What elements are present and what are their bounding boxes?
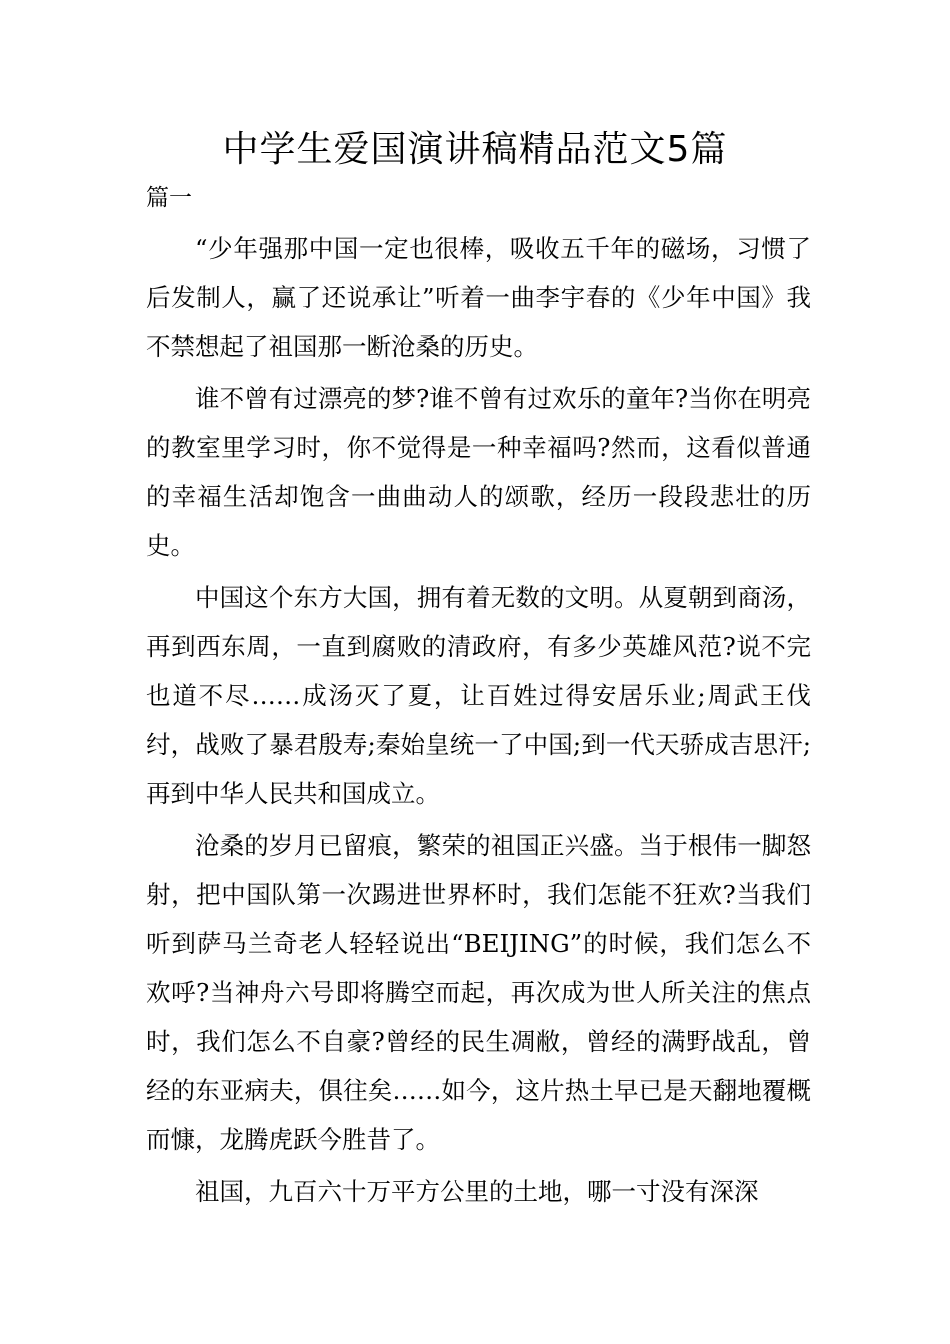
paragraph: “少年强那中国一定也很棒，吸收五千年的磁场，习惯了后发制人，赢了还说承让”听着一曲李宇春的《少年中国》我不禁想起了祖国那一断沧桑的历史。	[146, 234, 811, 361]
document-body	[146, 224, 811, 1219]
paragraph: 祖国，九百六十万平方公里的土地，哪一寸没有深深	[195, 1177, 759, 1206]
paragraph: 沧桑的岁月已留痕，繁荣的祖国正兴盛。当于根伟一脚怒射，把中国队第一次踢进世界杯时，我们怎能不狂欢?当我们听到萨马兰奇老人轻轻说出“BEIJING”的时候，我们怎么不欢呼?当神舟六号即将腾空而起，再次成为世人所关注的焦点时，我们怎么不自豪?曾经的民生凋敝，曾经的满野战乱，曾经的东亚病夫，俱往矣……如今，这片热土早已是天翻地覆概而慷，龙腾虎跃今胜昔了。	[146, 831, 811, 1154]
section-label: 篇一	[146, 185, 192, 211]
document-title: 中学生爱国演讲稿精品范文5篇	[222, 129, 728, 170]
paragraph: 谁不曾有过漂亮的梦?谁不曾有过欢乐的童年?当你在明亮的教室里学习时，你不觉得是一种幸福吗?然而，这看似普通的幸福生活却饱含一曲曲动人的颂歌，经历一段段悲壮的历史。	[146, 384, 811, 560]
paragraph: 中国这个东方大国，拥有着无数的文明。从夏朝到商汤，再到西东周，一直到腐败的清政府，有多少英雄风范?说不完也道不尽……成汤灭了夏，让百姓过得安居乐业;周武王伐纣，战败了暴君殷寿;秦始皇统一了中国;到一代天骄成吉思汗;再到中华人民共和国成立。	[146, 583, 811, 808]
